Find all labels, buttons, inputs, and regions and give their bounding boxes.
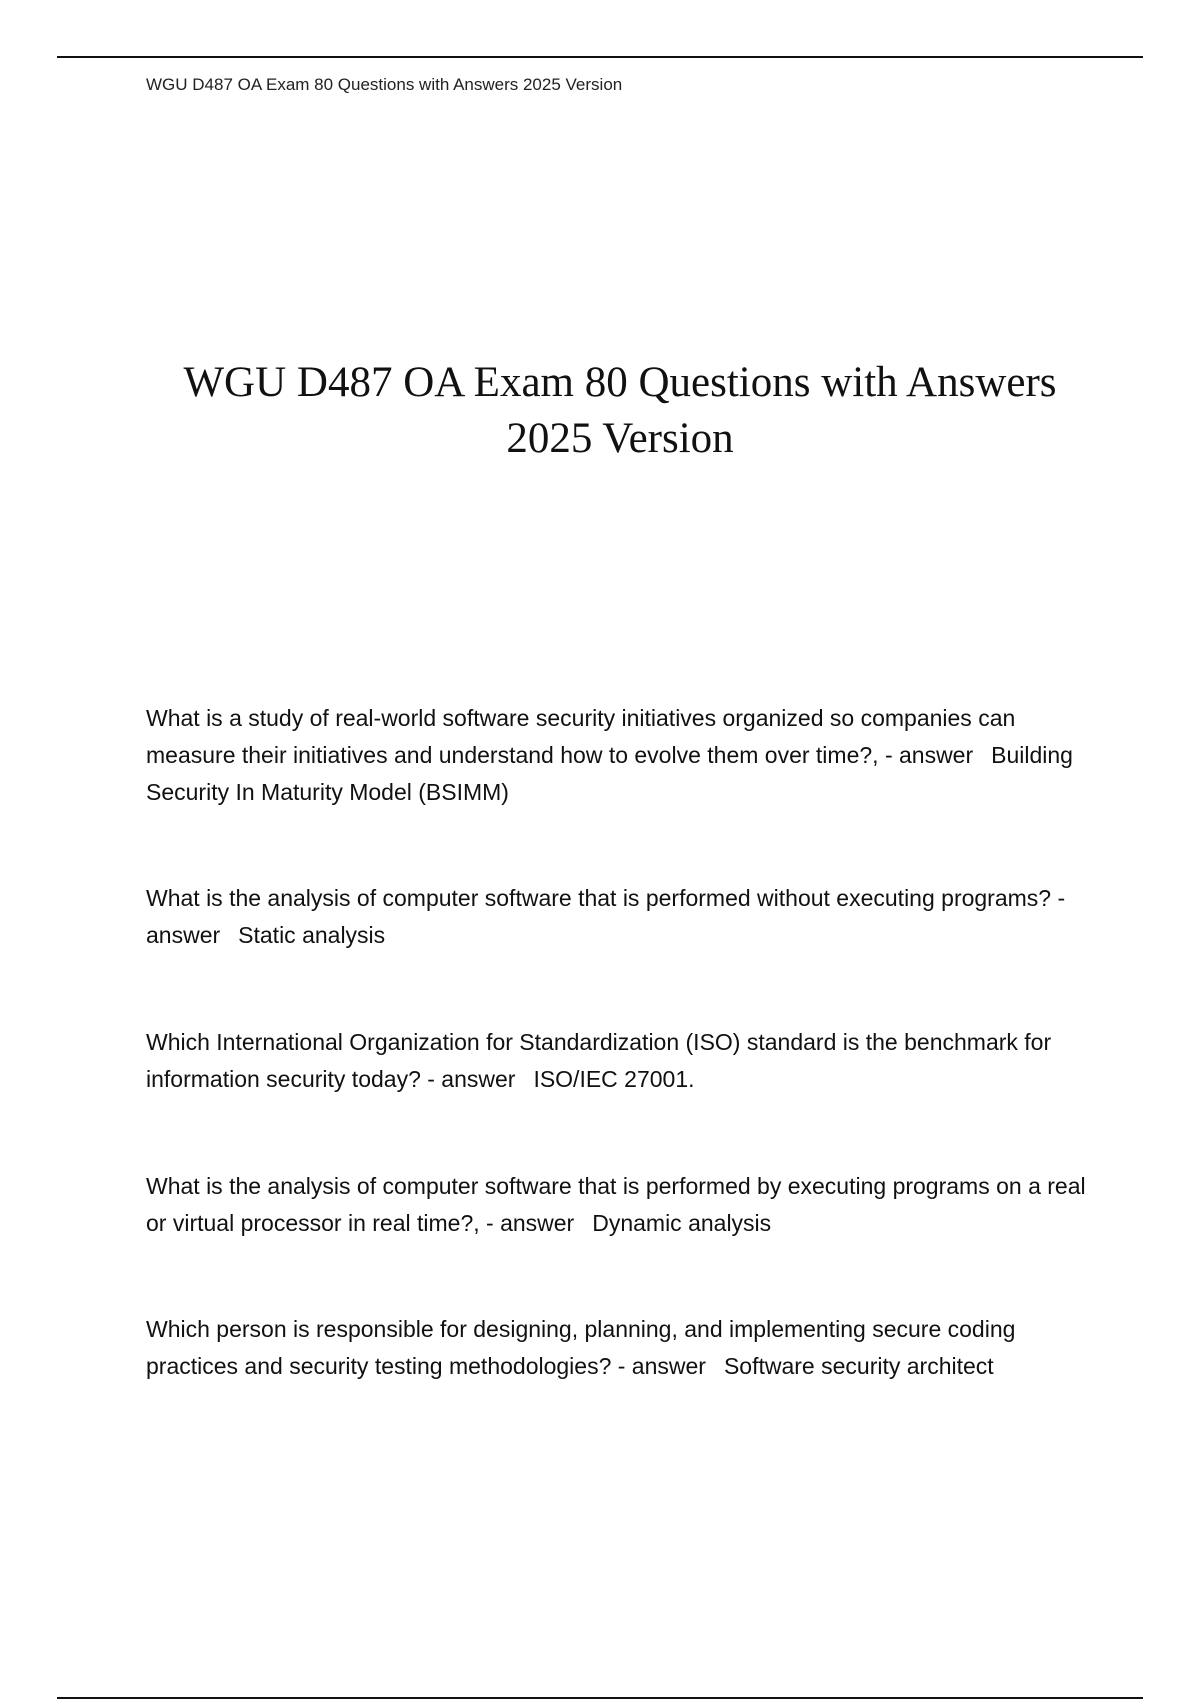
- document-title: [100, 355, 1140, 467]
- title-line-2: 2025 Version: [506, 415, 734, 462]
- qa-item: [146, 880, 1096, 954]
- page-header: WGU D487 OA Exam 80 Questions with Answers 2025 Version: [146, 75, 623, 94]
- question: What is the analysis of computer software that is performed without executing programs? - answer: [146, 885, 1066, 948]
- qa-item: [146, 1024, 1096, 1098]
- answer: Static analysis: [238, 922, 386, 948]
- bottom-rule: [57, 1697, 1143, 1699]
- question: Which person is responsible for designing, planning, and implementing secure coding practices and security testing methodologies? - answer: [146, 1316, 1016, 1379]
- top-rule: [57, 56, 1143, 58]
- qa-item: [146, 1168, 1096, 1242]
- answer: Dynamic analysis: [592, 1210, 772, 1236]
- question: What is the analysis of computer software that is performed by executing programs on a real or virtual processor in real time?, - answer: [146, 1173, 1086, 1236]
- answer: Software security architect: [723, 1353, 994, 1379]
- question: What is a study of real-world software security initiatives organized so companies can measure their initiatives and understand how to evolve them over time?, - answer: [146, 705, 1016, 768]
- qa-item: [146, 1311, 1096, 1385]
- answer: ISO/IEC 27001.: [533, 1066, 695, 1092]
- answer: Building Security In Maturity Model (BSIMM): [146, 742, 1073, 805]
- question: Which International Organization for Standardization (ISO) standard is the benchmark for information security today? - answer: [146, 1029, 1052, 1092]
- qa-item: [146, 700, 1096, 811]
- title-line-1: WGU D487 OA Exam 80 Questions with Answers: [183, 359, 1057, 406]
